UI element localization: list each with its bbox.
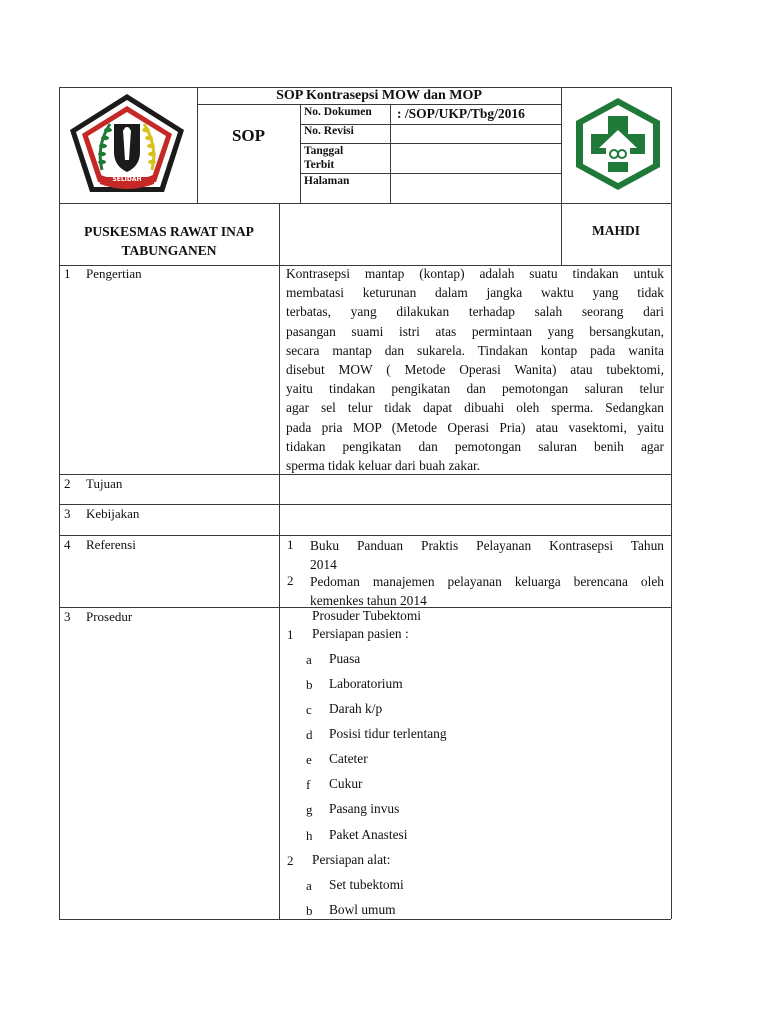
text-line: sperma tidak keluar dari buah zakar.: [286, 458, 481, 474]
text-line: pasangan suami istri atas permintaan yang bersangkutan,: [286, 323, 664, 339]
text-line: disebut MOW ( Metode Operasi Wanita) atau tubektomi,: [286, 362, 664, 378]
reference-number: 1: [287, 537, 294, 552]
logo-ribbon-text: SELIDAH: [112, 176, 142, 183]
procedure-group-number: 2: [287, 853, 294, 868]
procedure-item: Puasa: [329, 651, 361, 666]
reference-line1: Pedoman manajemen pelayanan keluarga berencana oleh: [310, 574, 664, 589]
procedure-group-title: Persiapan pasien :: [312, 626, 409, 641]
section-label-pengertian: Pengertian: [86, 266, 142, 281]
regency-logo: [66, 90, 188, 196]
procedure-item-letter: a: [306, 878, 312, 893]
procedure-item: Cateter: [329, 751, 368, 766]
section-label-referensi: Referensi: [86, 537, 136, 552]
procedure-item-letter: b: [306, 677, 313, 692]
pengertian-text: [286, 264, 664, 475]
procedure-item-letter: b: [306, 903, 313, 918]
procedure-item: Darah k/p: [329, 701, 383, 716]
section-number: 2: [64, 476, 71, 491]
signer-name: MAHDI: [592, 223, 640, 238]
reference-item: [310, 572, 664, 610]
section-number: 3: [64, 506, 71, 521]
procedure-item: Cukur: [329, 776, 363, 791]
procedure-item: Set tubektomi: [329, 877, 404, 892]
org-name-line2: TABUNGANEN: [121, 243, 217, 258]
text-line: pada pria MOP (Metode Operasi Pria) atau vasektomi, yaitu: [286, 419, 664, 435]
section-number: 1: [64, 266, 71, 281]
procedure-item-letter: h: [306, 828, 313, 843]
reference-number: 2: [287, 573, 294, 588]
meta-label-terbit: Terbit: [304, 159, 335, 171]
procedure-item: Bowl umum: [329, 902, 396, 917]
org-name: [59, 222, 279, 260]
procedure-item: Posisi tidur terlentang: [329, 726, 447, 741]
procedure-item-letter: c: [306, 702, 312, 717]
meta-label-no-revisi: No. Revisi: [304, 125, 354, 137]
procedure-item-letter: d: [306, 727, 313, 742]
puskesmas-logo: [573, 96, 663, 192]
procedure-group-title: Persiapan alat:: [312, 852, 391, 867]
meta-label-halaman: Halaman: [304, 175, 350, 187]
text-line: agar sel telur tidak dapat dibuahi oleh sperma. Sedangkan: [286, 400, 664, 416]
meta-value-no-dokumen: : /SOP/UKP/Tbg/2016: [397, 106, 525, 121]
section-label-prosedur: Prosedur: [86, 609, 133, 624]
procedure-item: Pasang invus: [329, 801, 400, 816]
procedure-item-letter: a: [306, 652, 312, 667]
procedure-item: Laboratorium: [329, 676, 403, 691]
text-line: Kontrasepsi mantap (kontap) adalah suatu tindakan untuk: [286, 266, 664, 281]
text-line: terbatas, yang dilakukan terhadap salah seorang dari: [286, 304, 664, 320]
procedure-item-letter: e: [306, 752, 312, 767]
reference-line2: kemenkes tahun 2014: [310, 593, 427, 609]
reference-line2: 2014: [310, 557, 337, 573]
reference-line1: Buku Panduan Praktis Pelayanan Kontrasepsi Tahun: [310, 538, 664, 553]
reference-item: [310, 536, 664, 574]
section-label-tujuan: Tujuan: [86, 476, 123, 491]
procedure-item: Paket Anastesi: [329, 827, 408, 842]
sop-label: SOP: [231, 126, 266, 145]
text-line: yaitu tindakan pengikatan dan pemotongan saluran telur: [286, 381, 664, 397]
section-number: 4: [64, 537, 71, 552]
meta-label-tanggal: Tanggal: [304, 145, 344, 157]
procedure-group-number: 1: [287, 627, 294, 642]
text-line: tidakan pengikatan dan pemotongan saluran benih agar: [286, 438, 664, 454]
text-line: membatasi keturunan dalam jangka waktu yang tidak: [286, 285, 664, 301]
org-name-line1: PUSKESMAS RAWAT INAP: [84, 224, 254, 239]
document-title: SOP Kontrasepsi MOW dan MOP: [276, 88, 482, 103]
section-number: 3: [64, 609, 71, 624]
procedure-heading: Prosuder Tubektomi: [312, 608, 422, 623]
section-label-kebijakan: Kebijakan: [86, 506, 140, 521]
text-line: secara mantap dan sukarela. Tindakan kontap pada wanita: [286, 342, 664, 358]
procedure-item-letter: f: [306, 777, 311, 792]
procedure-item-letter: g: [306, 802, 313, 817]
meta-label-no-dokumen: No. Dokumen: [304, 106, 372, 118]
